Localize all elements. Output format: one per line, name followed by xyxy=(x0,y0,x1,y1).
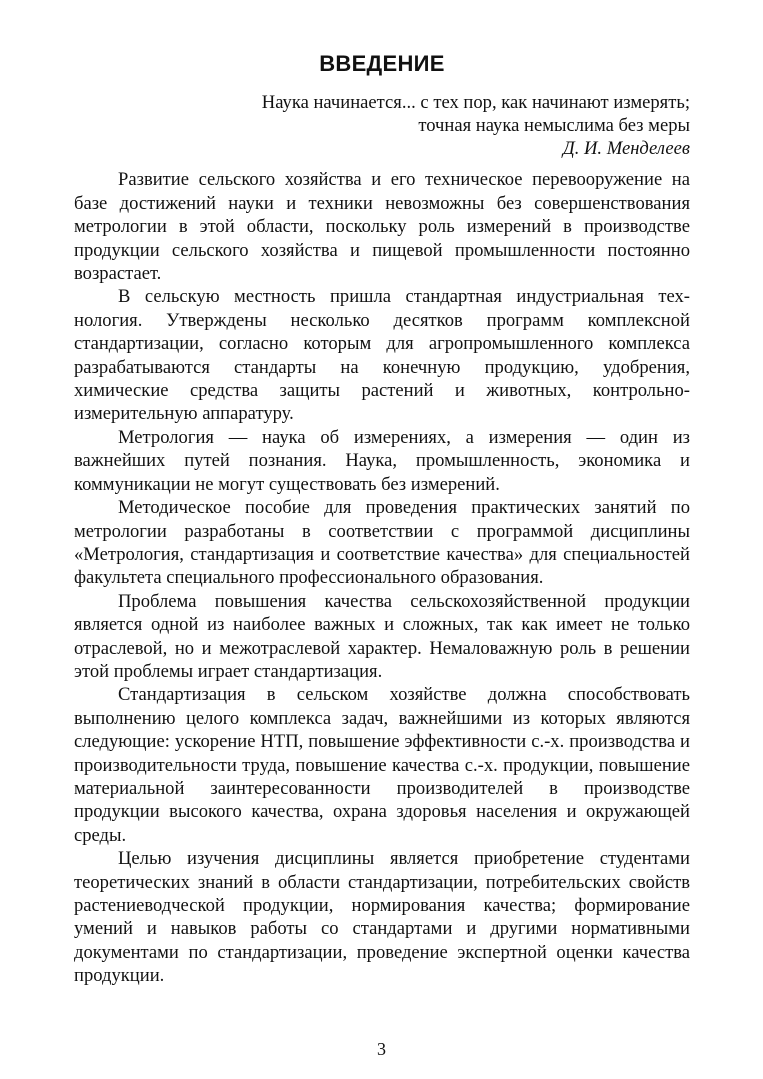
paragraph-2: В сельскую местность пришла стандартная индустриальная технология. Утверждены несколько десятков программ комплексной стандартизации, согласно которым для агропромышленного комплекса разрабатываются стандарты на конечную продукцию, удобрения, химические средства защиты растений и животных, контрольно-измерительную аппаратуру. xyxy=(74,286,690,425)
paragraph-5: Проблема повышения качества сельскохозяйственной продукции является одной из наиболее важных и сложных, так как имеет не только отраслевой, но и межотраслевой характер. Немаловажную роль в решении этой проблемы играет стандартизация. xyxy=(74,590,690,682)
epigraph xyxy=(74,91,690,160)
paragraph-1: Развитие сельского хозяйства и его техническое перевооружение на базе достижений науки и техники невозможны без совершенствования метрологии в этой области, поскольку роль измерений в производстве продукции сельского хозяйства и пищевой промышленности постоянно возрастает. xyxy=(74,169,690,285)
document-page xyxy=(74,52,690,988)
paragraph-3: Метрология — наука об измерениях, а измерения — один из важнейших путей познания. Наука, промышленность, экономика и коммуникации не могут существовать без измерений. xyxy=(74,426,690,495)
page-title: ВВЕДЕНИЕ xyxy=(319,51,445,76)
paragraph-4: Методическое пособие для проведения практических занятий по метрологии разработаны в соответствии с программой дисциплины «Метрология, стандартизация и соответствие качества» для специальностей факультета специального профессионального образования. xyxy=(74,497,690,589)
epigraph-author: Д. И. Менделеев xyxy=(562,138,690,160)
epigraph-line-2: точная наука немыслима без меры xyxy=(418,115,690,137)
page-number: 3 xyxy=(377,1039,386,1059)
paragraph-6: Стандартизация в сельском хозяйстве должна способствовать выполнению целого комплекса задач, важнейшими из которых являются следующие: ускорение НТП, повышение эффективности с.-х. производства и производительности труда, повышение качества с.-х. продукции, повышение материальной заинтересованности производителей в производстве продукции высокого качества, охрана здоровья населения и окружающей среды. xyxy=(74,684,690,846)
paragraph-7: Целью изучения дисциплины является приобретение студентами теоретических знаний в области стандартизации, потребительских свойств растениеводческой продукции, нормирования качества; формирование умений и навыков работы со стандартами и другими нормативными документами по стандартизации, проведение экспертной оценки качества продукции. xyxy=(74,848,690,987)
epigraph-line-1: Наука начинается... с тех пор, как начинают измерять; xyxy=(261,92,690,114)
